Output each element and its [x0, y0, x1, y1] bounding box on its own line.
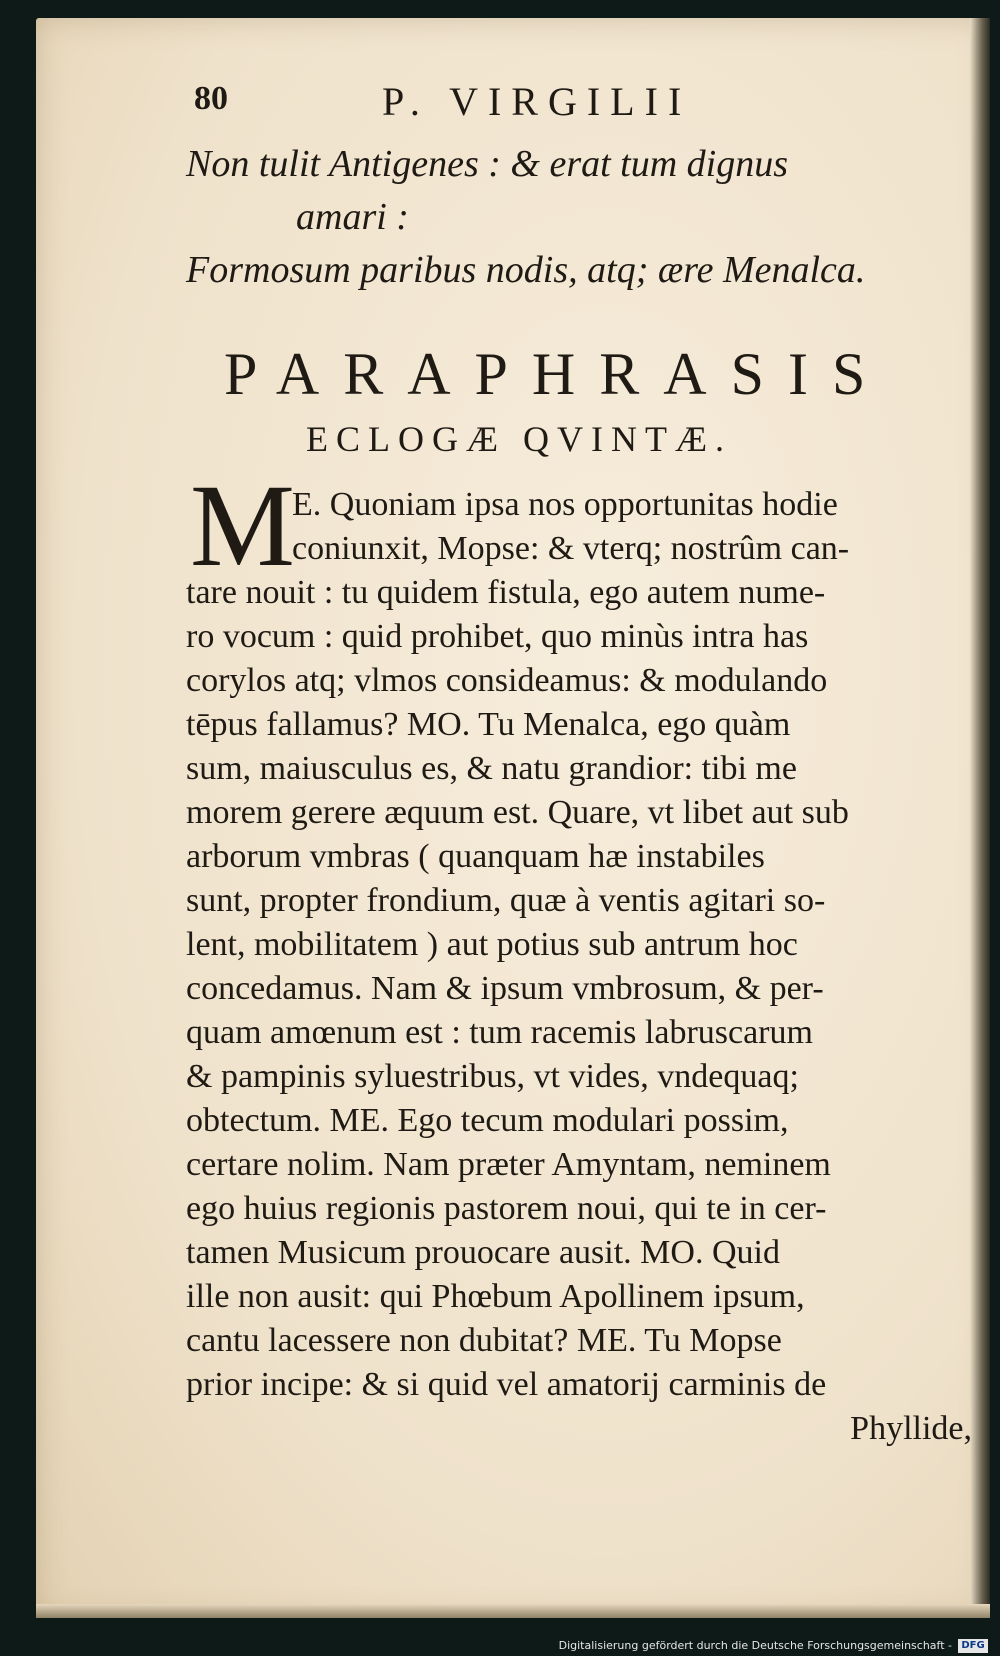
page-edge-bottom	[36, 1604, 990, 1618]
page-edge-right	[970, 18, 990, 1618]
body-line: tamen Musicum prouocare ausit. MO. Quid	[186, 1234, 780, 1271]
body-line: prior incipe: & si quid vel amatorij carminis de	[186, 1366, 827, 1403]
body-line: ille non ausit: qui Phœbum Apollinem ipsum,	[186, 1278, 805, 1315]
body-line: lent, mobilitatem ) aut potius sub antrum hoc	[186, 926, 798, 963]
body-line: tare nouit : tu quidem fistula, ego autem nume-	[186, 574, 826, 611]
verse-line-2: amari :	[296, 196, 409, 238]
body-line: E. Quoniam ipsa nos opportunitas hodie	[292, 486, 838, 523]
drop-capital: M	[190, 460, 295, 591]
body-line: arborum vmbras ( quanquam hæ instabiles	[186, 838, 765, 875]
running-head	[0, 80, 954, 140]
body-line: sum, maiusculus es, & natu grandior: tibi me	[186, 750, 797, 787]
body-line: morem gerere æquum est. Quare, vt libet aut sub	[186, 794, 849, 831]
dfg-logo: DFG	[958, 1639, 988, 1653]
body-line: cantu lacessere non dubitat? ME. Tu Mopse	[186, 1322, 782, 1359]
body-line: obtectum. ME. Ego tecum modulari possim,	[186, 1102, 789, 1139]
page-number: 80	[194, 80, 228, 117]
body-line: quam amœnum est : tum racemis labruscarum	[186, 1014, 813, 1051]
body-line: certare nolim. Nam præter Amyntam, neminem	[186, 1146, 831, 1183]
body-line: corylos atq; vlmos considеamus: & modulando	[186, 662, 828, 699]
section-heading: PARAPHRASIS	[224, 341, 890, 407]
body-line: ro vocum : quid prohibet, quo minùs intra has	[186, 618, 809, 655]
body-line: concedamus. Nam & ipsum vmbrosum, & per-	[186, 970, 824, 1007]
body-line: tēpus fallamus? MO. Tu Menalca, ego quàm	[186, 706, 791, 743]
running-title: P. VIRGILII	[382, 79, 692, 124]
verse-line-3: Formosum paribus nodis, atq; ære Menalca.	[186, 249, 866, 291]
catchword: Phyllide,	[850, 1410, 972, 1447]
body-line: & pampinis syluestribus, vt vides, vndequaq;	[186, 1058, 799, 1095]
verse-line-1: Non tulit Antigenes : & erat tum dignus	[186, 143, 789, 185]
body-line: sunt, propter frondium, quæ à ventis agitari so-	[186, 882, 826, 919]
digitization-credit: Digitalisierung gefördert durch die Deutsche Forschungsgemeinschaft -	[558, 1639, 952, 1652]
section-subheading: ECLOGÆ QVINTÆ.	[306, 419, 732, 459]
body-line: ego huius regionis pastorem noui, qui te in cer-	[186, 1190, 827, 1227]
body-line: coniunxit, Mopse: & vterq; nostrûm can-	[292, 530, 850, 567]
